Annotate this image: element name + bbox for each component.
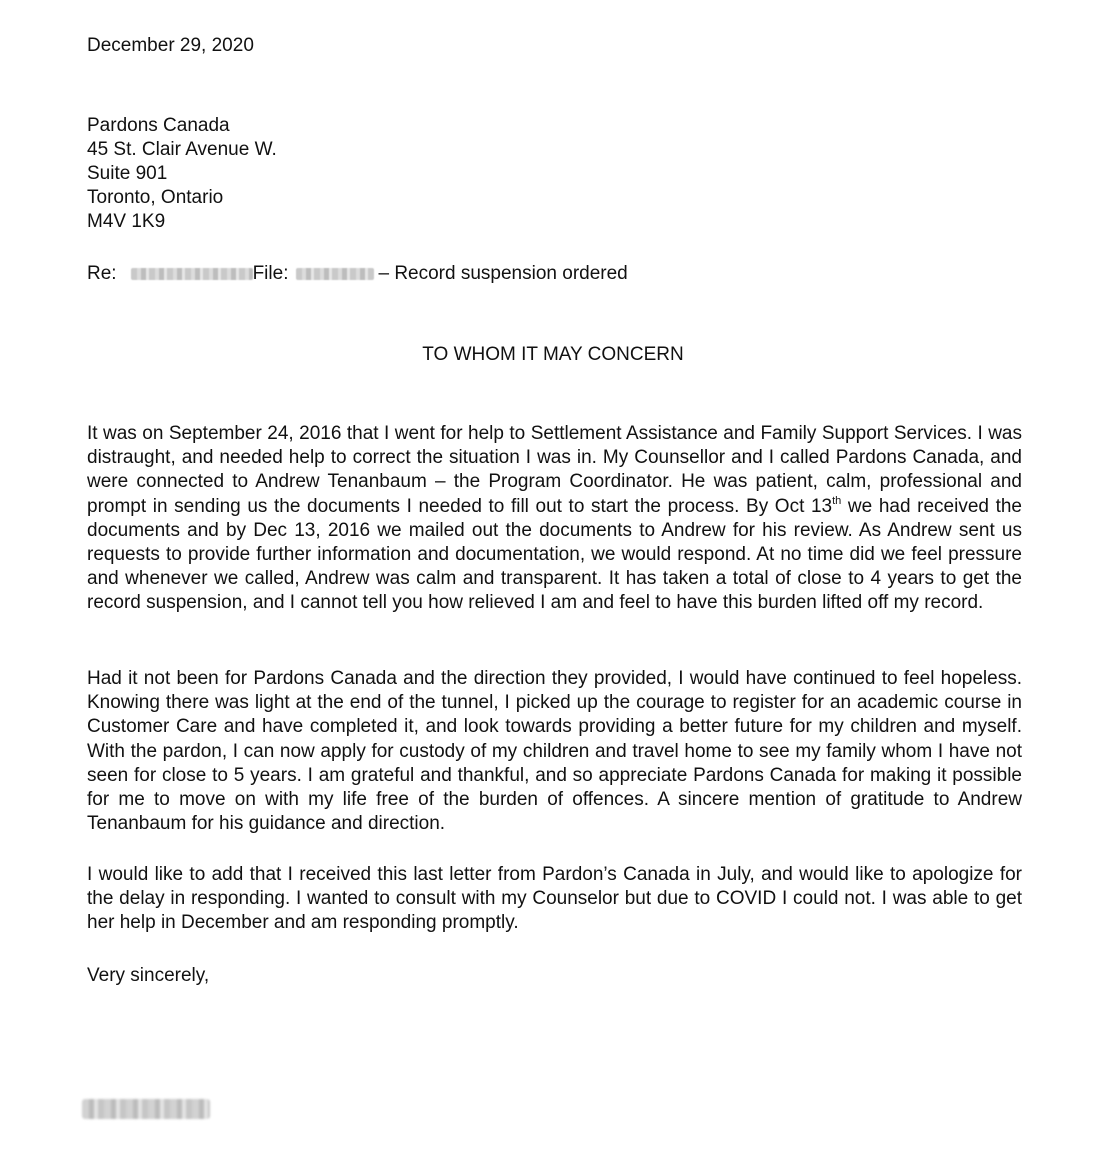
letter-date: December 29, 2020 <box>87 35 254 56</box>
recipient-suite: Suite 901 <box>87 163 168 184</box>
paragraph-1-text-a: It was on September 24, 2016 that I went for help to Settlement Assistance and Family Support Services. I was distraught, and needed help to correct the situation I was in. My Counsellor and I called Pardons Canada, and were connected to Andrew Tenanbaum – the Program Coordinator. He was patient, calm, professional and prompt in sending us the documents I needed to fill out to start the process. By Oct 13 <box>87 423 1022 517</box>
body-paragraph-1 <box>87 422 1022 616</box>
salutation: TO WHOM IT MAY CONCERN <box>422 344 684 365</box>
re-file-label: File: <box>252 263 289 284</box>
paragraph-1-text-b: we had received the documents and by Dec 13, 2016 we mailed out the documents to Andrew for his review. As Andrew sent us requests to provide further information and documentation, we would respond. At no time did we feel pressure and whenever we called, Andrew was calm and transparent. It has taken a total of close to 4 years to get the record suspension, and I cannot tell you how relieved I am and feel to have this burden lifted off my record. <box>87 495 1022 614</box>
body-paragraph-2: Had it not been for Pardons Canada and the direction they provided, I would have continued to feel hopeless. Knowing there was light at the end of the tunnel, I picked up the courage to register for an academic course in Customer Care and have completed it, and look towards providing a better future for my children and myself. With the pardon, I can now apply for custody of my children and travel home to see my family whom I have not seen for close to 5 years. I am grateful and thankful, and so appreciate Pardons Canada for making it possible for me to move on with my life free of the burden of offences. A sincere mention of gratitude to Andrew Tenanbaum for his guidance and direction. <box>87 668 1022 835</box>
recipient-postal-code: M4V 1K9 <box>87 211 166 232</box>
body-paragraph-3: I would like to add that I received this last letter from Pardon’s Canada in July, and would like to apologize for the delay in responding. I wanted to consult with my Counselor but due to COVID I could not. I was able to get her help in December and am responding promptly. <box>87 864 1022 934</box>
re-line <box>87 262 628 286</box>
recipient-street: 45 St. Clair Avenue W. <box>87 139 277 160</box>
redacted-signature <box>82 1099 210 1119</box>
redacted-file-number <box>296 268 374 280</box>
closing: Very sincerely, <box>87 965 210 986</box>
recipient-address <box>87 114 277 234</box>
ordinal-superscript: th <box>832 494 842 507</box>
recipient-city: Toronto, Ontario <box>87 187 224 208</box>
re-subject: – Record suspension ordered <box>378 263 628 284</box>
re-prefix: Re: <box>87 263 117 284</box>
recipient-name: Pardons Canada <box>87 115 230 136</box>
redacted-name <box>131 268 253 280</box>
